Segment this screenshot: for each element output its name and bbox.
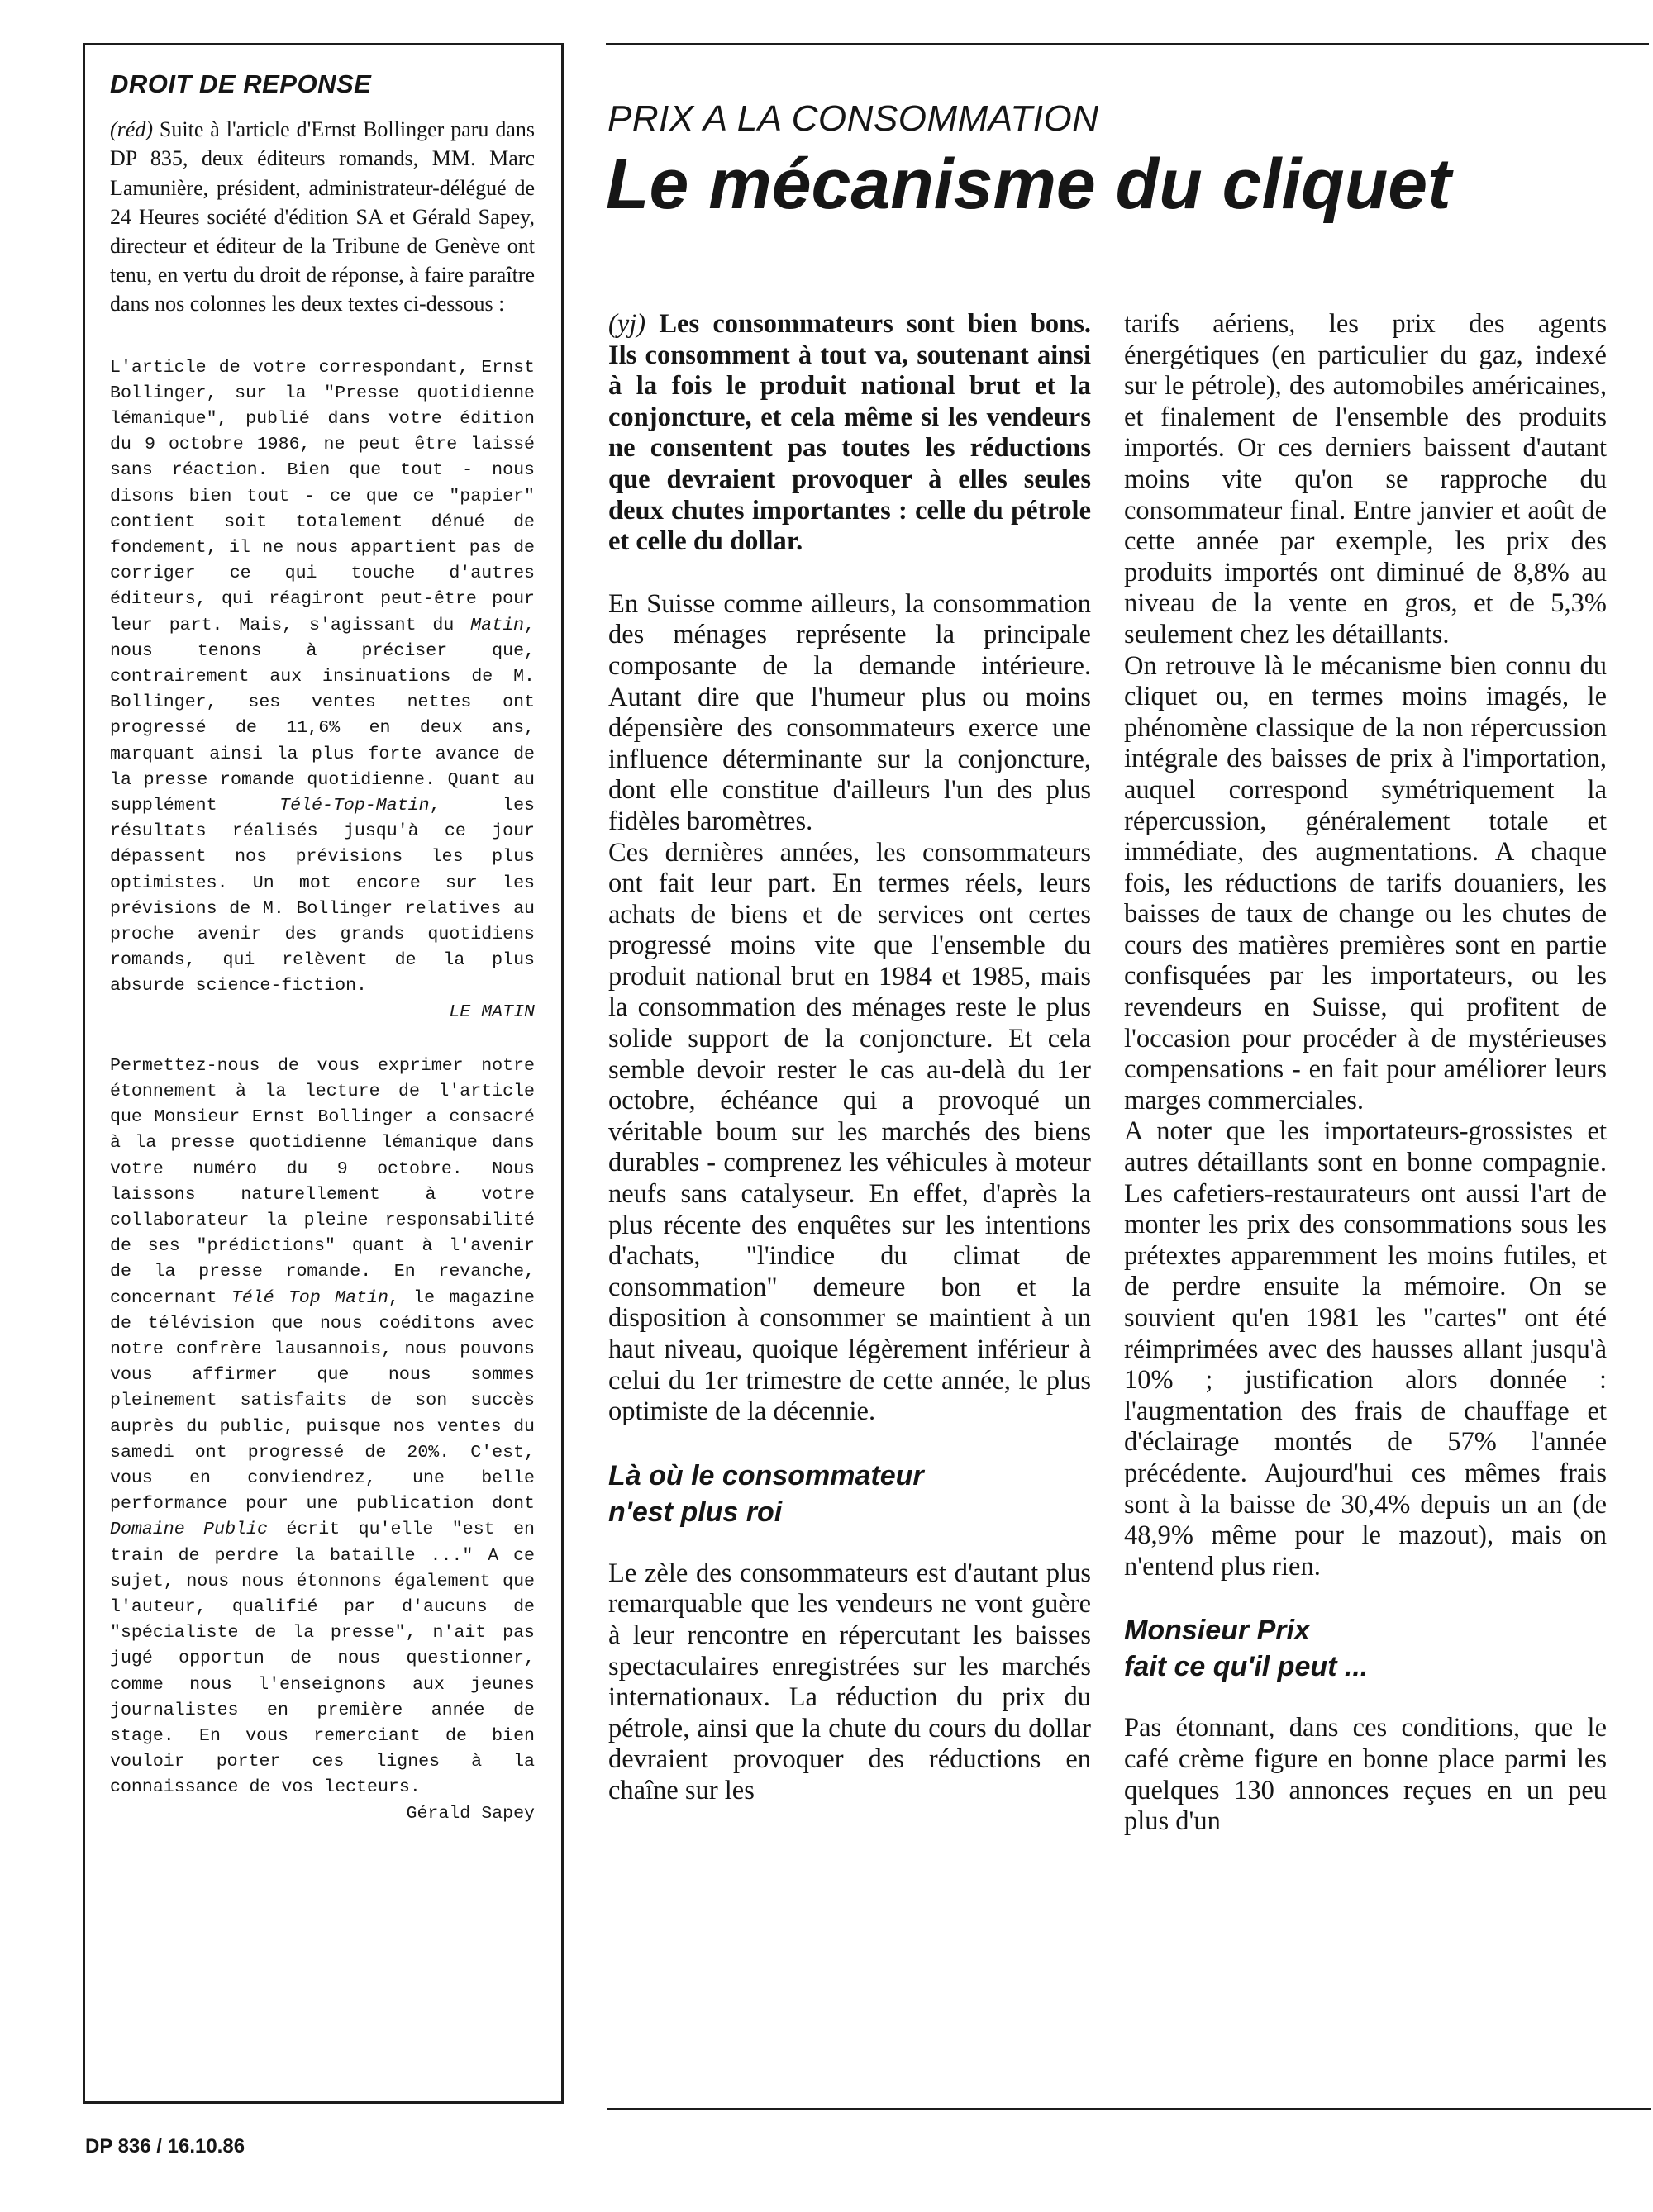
subheading-line: fait ce qu'il peut ... bbox=[1124, 1651, 1369, 1683]
article-column-2 bbox=[1124, 309, 1607, 1838]
bottom-rule bbox=[607, 2108, 1651, 2110]
intro-lead: (réd) bbox=[110, 117, 153, 142]
page-footer: DP 836 / 16.10.86 bbox=[85, 2135, 245, 2157]
letter-le-matin bbox=[110, 355, 535, 1000]
article-paragraph: A noter que les importateurs-grossistes et autres détaillants sont en bonne compagnie. Les cafetiers-restaurateurs ont aussi l'art de monter les prix des consommations sous les prétextes apparemment les moins futiles, et de perdre ensuite la mémoire. On se souvient qu'en 1981 les "cartes" ont été réimprimées avec des hausses allant jusqu'à 10% ; justification alors donnée : l'augmentation des frais de chauffage et d'éclairage montés de 57% l'année précédente. Aujourd'hui ces mêmes frais sont à la baisse de 30,4% depuis un an (de 48,9% même pour le mazout), mais on n'entend plus rien. bbox=[1124, 1116, 1607, 1582]
letter2-teletop-title: Télé Top Matin bbox=[231, 1287, 388, 1308]
lead-text: Les consommateurs sont bien bons. Ils consomment à tout va, soutenant ainsi à la fois le produit national brut et la conjoncture, et cela même si les vendeurs ne consentent pas toutes les réductions que devraient provoquer à elles seules deux chutes importantes : celle du pétrole et celle du dollar. bbox=[608, 309, 1092, 557]
letter1-text-b: , nous tenons à préciser que, contrairement aux insinuations de M. Bollinger, ses ventes nettes ont progressé de 11,6% en deux ans, marquant ainsi la plus forte avance de la presse romande quotidienne. Quant au supplément bbox=[110, 615, 535, 816]
subheading-monsieur-prix bbox=[1124, 1612, 1607, 1685]
article-paragraph: Le zèle des consommateurs est d'autant plus remarquable que les vendeurs ne vont guère à leur rencontre en répercutant les baisses spectaculaires enregistrées sur les marchés internationaux. La réduction du prix du pétrole, ainsi que la chute du cours du dollar devraient provoquer des réductions en chaîne sur les bbox=[608, 1558, 1091, 1805]
intro-text: Suite à l'article d'Ernst Bollinger paru dans DP 835, deux éditeurs romands, MM. Marc Lamunière, président, administrateur-délégué de 24 Heures société d'édition SA et Gérald Sapey, directeur et éditeur de la Tribune de Genève ont tenu, en vertu du droit de réponse, à faire paraître dans nos colonnes les deux textes ci-dessous : bbox=[110, 117, 535, 316]
letter1-matin-title: Matin bbox=[470, 615, 525, 635]
letter2-dp-title: Domaine Public bbox=[110, 1520, 268, 1540]
article-paragraph: Ces dernières années, les consommateurs ont fait leur part. En termes réels, leurs achats de biens et de services ont certes progressé moins vite que l'ensemble du produit national brut en 1984 et 1985, mais la consommation des ménages reste le plus solide support de la conjoncture. Et cela semble devoir rester le cas au-delà du 1er octobre, échéance qui a provoqué un véritable boum sur les marchés des biens durables - comprenez les véhicules à moteur neufs sans catalyseur. En effet, d'après la plus récente des enquêtes sur les intentions d'achats, "l'indice du climat de consommation" demeure bon et la disposition à consommer se maintient à un haut niveau, quoique légèrement inférieur à celui du 1er trimestre de cette année, le plus optimiste de la décennie. bbox=[608, 837, 1091, 1427]
subheading-line: Là où le consommateur bbox=[608, 1459, 924, 1491]
letter2-signature: Gérald Sapey bbox=[406, 1803, 535, 1824]
top-rule bbox=[606, 43, 1649, 45]
sidebar-intro bbox=[110, 115, 535, 318]
letter1-text-a: L'article de votre correspondant, Ernst Bollinger, sur la "Presse quotidienne lémanique", publié dans votre édition du 9 octobre 1986, ne peut être laissé sans réaction. Bien que tout - nous disons bien tout - ce que ce "papier" contient soit totalement dénué de fondement, il ne nous appartient pas de corriger ce qui touche d'autres éditeurs, qui réagiront peut-être pour leur part. Mais, s'agissant du bbox=[110, 357, 535, 635]
article-paragraph: Pas étonnant, dans ces conditions, que le café crème figure en bonne place parmi les quelques 130 annonces reçues en un peu plus d'un bbox=[1124, 1713, 1607, 1837]
letter2-text-a: Permettez-nous de vous exprimer notre étonnement à la lecture de l'article que Monsieur Ernst Bollinger a consacré à la presse quotidienne lémanique dans votre numéro du 9 octobre. Nous laissons naturellement à votre collaborateur la pleine responsabilité de ses "prédictions" quant à l'avenir de la presse romande. En revanche, concernant bbox=[110, 1055, 535, 1308]
letter-gerald-sapey bbox=[110, 1054, 535, 1801]
article-kicker: PRIX A LA CONSOMMATION bbox=[607, 98, 1099, 139]
article-column-1 bbox=[608, 309, 1091, 1807]
article-paragraph: On retrouve là le mécanisme bien connu du cliquet ou, en termes moins imagés, le phénomène classique de la non répercussion intégrale des baisses de prix à l'importation, auquel correspond symétriquement la répercussion, généralement totale et immédiate, des augmentations. A chaque fois, les réductions de tarifs douaniers, les baisses de taux de change ou les chutes de cours des matières premières sont en partie confisquées par les importateurs, ou les revendeurs en Suisse, qui profitent de l'occasion pour procéder à de mystérieuses compensations - en fait pour améliorer leurs marges commerciales. bbox=[1124, 650, 1607, 1116]
droit-de-reponse-box bbox=[83, 43, 564, 2104]
article-headline: Le mécanisme du cliquet bbox=[606, 145, 1451, 224]
article-byline: (yj) bbox=[608, 309, 646, 339]
article-lead bbox=[608, 309, 1091, 558]
sidebar-heading: DROIT DE REPONSE bbox=[110, 69, 372, 98]
letter1-teletop-title: Télé-Top-Matin bbox=[279, 795, 430, 816]
subheading-line: Monsieur Prix bbox=[1124, 1615, 1310, 1647]
letter1-signature: LE MATIN bbox=[449, 1001, 535, 1022]
subheading-consommateur bbox=[608, 1458, 1091, 1530]
article-paragraph: En Suisse comme ailleurs, la consommation des ménages représente la principale composante de la demande intérieure. Autant dire que l'humeur plus ou moins dépensière des consommateurs exerce une influence déterminante sur la conjoncture, dont elle constitue d'ailleurs l'un des plus fidèles baromètres. bbox=[608, 588, 1091, 836]
letter2-text-c: écrit qu'elle "est en train de perdre la bataille ..." A ce sujet, nous nous étonnons également que l'auteur, qualifié par d'aucuns de "spécialiste de la presse", n'ait pas jugé opportun de nous questionner, comme nous l'enseignons aux jeunes journalistes en première année de stage. En vous remerciant de bien vouloir porter ces lignes à la connaissance de vos lecteurs. bbox=[110, 1520, 535, 1798]
letter1-text-c: , les résultats réalisés jusqu'à ce jour dépassent nos prévisions les plus optimistes. Un mot encore sur les prévisions de M. Bollinger relatives au proche avenir des grands quotidiens romands, qui relèvent de la plus absurde science-fiction. bbox=[110, 795, 535, 997]
article-paragraph: tarifs aériens, les prix des agents énergétiques (en particulier du gaz, indexé sur le pétrole), des automobiles américaines, et finalement de l'ensemble des produits importés. Or ces derniers baissent d'autant moins vite qu'on se rapproche du consommateur final. Entre janvier et août de cette année par exemple, les prix des produits importés ont diminué de 8,8% au niveau de la vente en gros, et de 5,3% seulement chez les détaillants. bbox=[1124, 309, 1607, 649]
letter2-text-b: , le magazine de télévision que nous coéditons avec notre confrère lausannois, nous pouvons vous affirmer que nous sommes pleinement satisfaits de son succès auprès du public, puisque nos ventes du samedi ont progressé de 20%. C'est, vous en conviendrez, une belle performance pour une publication dont bbox=[110, 1287, 535, 1515]
subheading-line: n'est plus roi bbox=[608, 1496, 783, 1528]
